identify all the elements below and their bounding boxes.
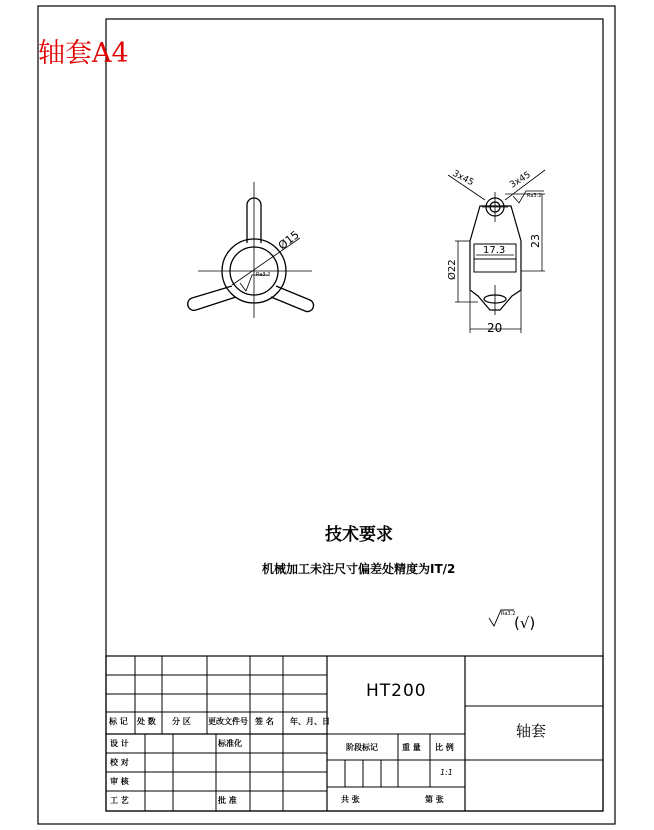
tb-scale-value: 1:1 [440,768,453,777]
right-roughness-label: Ra3.2 [527,193,542,199]
tb-signature: 签 名 [255,717,274,726]
tb-scale: 比 例 [435,743,454,752]
tb-design: 设 计 [110,739,129,748]
requirements-title: 技术要求 [325,525,393,545]
width-dim: 20 [487,321,503,335]
tb-stage: 阶段标记 [346,743,378,752]
tb-count: 处 数 [137,717,156,726]
tb-review: 审 核 [110,777,129,786]
chamfer-right-dim: 3x45 [508,170,533,191]
left-roughness-label: Ra3.2 [256,272,271,278]
tb-change-doc: 更改文件号 [208,717,248,726]
part-name: 轴套 [516,722,547,740]
roughness-note-value: Ra3.2 [501,611,516,617]
height-dim: 23 [529,234,542,248]
roughness-note-paren: (√) [514,614,536,632]
inner-frame [106,19,603,811]
requirements-text: 机械加工未注尺寸偏差处精度为IT/2 [262,562,456,576]
bore-dim: Ø15 [275,228,302,253]
diameter-dim: Ø22 [447,259,458,280]
material-label: HT200 [366,681,427,701]
tb-total: 共 张 [341,795,360,804]
watermark-title: 轴套A4 [38,38,129,69]
inner-width-dim: 17.3 [483,245,506,256]
left-view [188,182,314,318]
tb-process: 工 艺 [110,796,129,805]
tb-mark: 标 记 [109,717,128,726]
tb-zone: 分 区 [172,717,191,726]
tb-check: 校 对 [110,758,129,767]
tb-date: 年、月、日 [290,717,330,726]
tb-approve: 批 准 [218,796,237,805]
tb-weight: 重 量 [402,743,421,752]
tb-standard: 标准化 [218,739,242,748]
chamfer-left-dim: 3x45 [450,168,476,189]
tb-sheet: 第 张 [425,795,444,804]
